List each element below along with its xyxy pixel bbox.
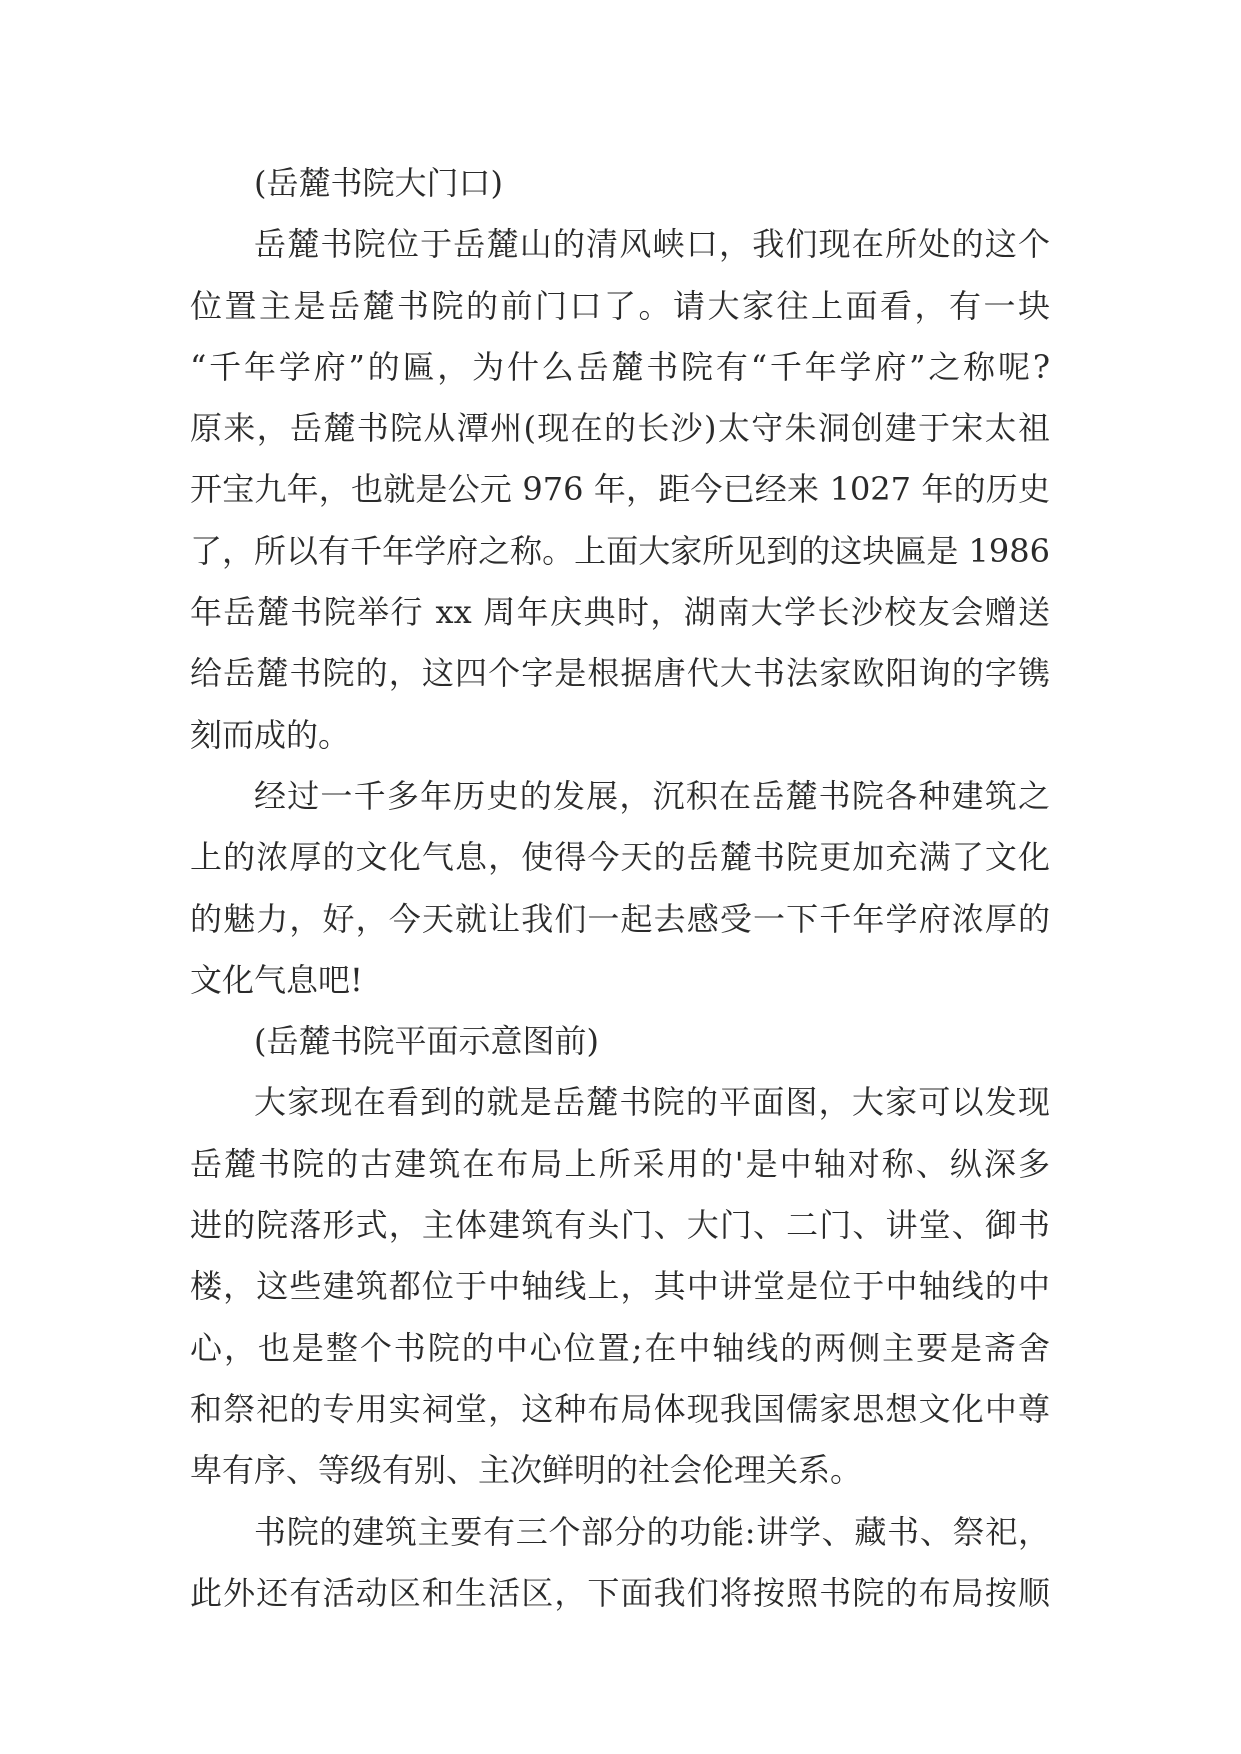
text-line: 了，所以有千年学府之称。上面大家所见到的这块匾是 1986 <box>190 531 1050 570</box>
text-line: (岳麓书院大门口) <box>254 164 503 202</box>
text-line: 经过一千多年历史的发展，沉积在岳麓书院各种建筑之 <box>254 776 1050 815</box>
text-line: 此外还有活动区和生活区，下面我们将按照书院的布局按顺 <box>190 1573 1050 1612</box>
text-line: 刻而成的。 <box>190 715 351 754</box>
text-line: 开宝九年，也就是公元 976 年，距今已经来 1027 年的历史 <box>190 470 1050 509</box>
text-line: 原来，岳麓书院从潭州(现在的长沙)太守朱洞创建于宋太祖 <box>190 409 1050 448</box>
text-line: 大家现在看到的就是岳麓书院的平面图，大家可以发现 <box>254 1083 1050 1122</box>
text-line: 岳麓书院位于岳麓山的清风峡口，我们现在所处的这个 <box>254 225 1050 264</box>
text-line: 文化气息吧! <box>190 960 363 999</box>
text-line: 位置主是岳麓书院的前门口了。请大家往上面看，有一块 <box>190 286 1050 325</box>
text-line: 进的院落形式，主体建筑有头门、大门、二门、讲堂、御书 <box>190 1206 1050 1245</box>
text-line: 岳麓书院的古建筑在布局上所采用的'是中轴对称、纵深多 <box>190 1144 1050 1183</box>
text-line: 给岳麓书院的，这四个字是根据唐代大书法家欧阳询的字镌 <box>190 654 1050 693</box>
text-line: 书院的建筑主要有三个部分的功能:讲学、藏书、祭祀， <box>254 1512 1050 1551</box>
text-line: 年岳麓书院举行 xx 周年庆典时，湖南大学长沙校友会赠送 <box>190 593 1050 632</box>
text-line: 楼，这些建筑都位于中轴线上，其中讲堂是位于中轴线的中 <box>190 1267 1050 1306</box>
text-line: “千年学府”的匾，为什么岳麓书院有“千年学府”之称呢? <box>190 347 1050 386</box>
document-body <box>190 153 1050 1624</box>
text-line: 的魅力，好，今天就让我们一起去感受一下千年学府浓厚的 <box>190 899 1050 938</box>
text-line: 卑有序、等级有别、主次鲜明的社会伦理关系。 <box>190 1451 863 1490</box>
text-line: (岳麓书院平面示意图前) <box>254 1022 599 1061</box>
text-line: 和祭祀的专用实祠堂，这种布局体现我国儒家思想文化中尊 <box>190 1389 1050 1428</box>
text-line: 心，也是整个书院的中心位置;在中轴线的两侧主要是斋舍 <box>190 1328 1050 1367</box>
text-line: 上的浓厚的文化气息，使得今天的岳麓书院更加充满了文化 <box>190 838 1050 877</box>
